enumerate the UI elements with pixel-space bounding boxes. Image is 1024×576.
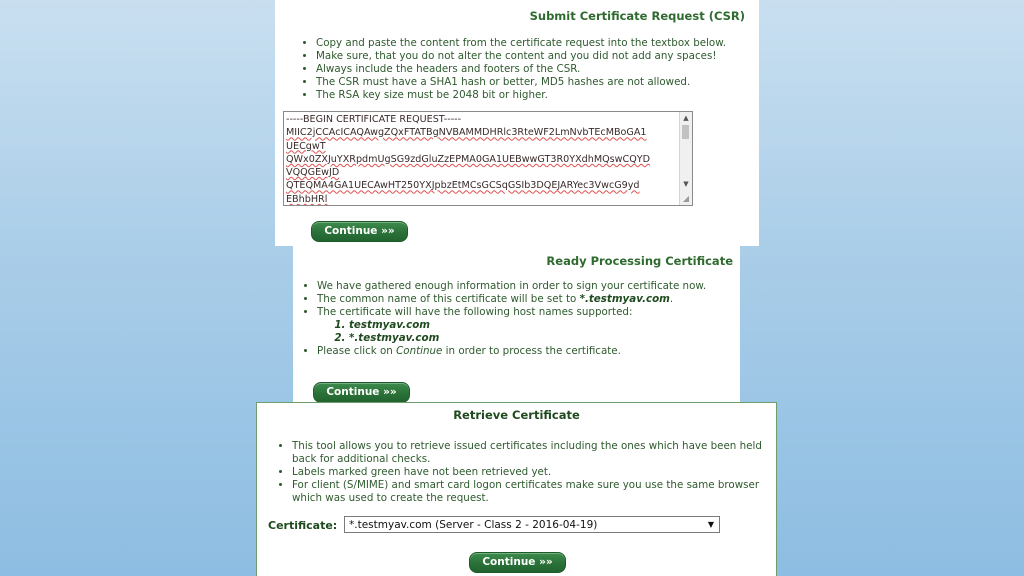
host-names-list [317, 319, 749, 345]
list-item: • Always include the headers and footers of the CSR. [316, 63, 771, 76]
certificate-selected-value: *.testmyav.com (Server - Class 2 - 2016-04-19) [349, 519, 598, 531]
retrieve-certificate-info [277, 440, 782, 505]
list-item: • We have gathered enough information in order to sign your certificate now. [317, 280, 749, 293]
retrieve-continue-button[interactable]: Continue »» [469, 552, 566, 573]
list-item: • For client (S/MIME) and smart card logon certificates make sure you use the same browser which was used to create the request. [292, 479, 782, 505]
certificate-label: Certificate: [268, 519, 338, 532]
continue-emphasis: Continue [396, 345, 443, 357]
host-name: 1. testmyav.com [349, 319, 749, 332]
submit-continue-button[interactable]: Continue »» [311, 221, 408, 242]
ready-processing-title: Ready Processing Certificate [546, 254, 733, 268]
scrollbar-thumb[interactable] [682, 125, 689, 139]
list-item [317, 345, 749, 358]
text: in order to process the certificate. [445, 345, 621, 357]
csr-scrollbar[interactable] [679, 112, 692, 205]
text: Please click on [317, 345, 393, 357]
certificate-select[interactable] [344, 516, 720, 533]
csr-textarea[interactable] [283, 111, 693, 206]
csr-line: QTEQMA4GA1UECAwHT250YXJpbzEtMCsGCSqGSIb3DQEJARYec3VwcG9yd [286, 180, 640, 192]
ready-processing-info [302, 280, 749, 358]
csr-line: EBhbHRl [286, 193, 328, 205]
scroll-down-arrow-icon[interactable]: ▼ [683, 180, 689, 188]
csr-text[interactable] [286, 113, 679, 206]
list-item: • The RSA key size must be 2048 bit or higher. [316, 89, 771, 102]
csr-line: MIIC2jCCAcICAQAwgZQxFTATBgNVBAMMDHRlc3RteWF2LmNvbTEcMBoGA1 [286, 127, 647, 139]
retrieve-certificate-title: Retrieve Certificate [453, 408, 580, 422]
text: The certificate will have the following host names supported: [317, 306, 633, 318]
list-item: • This tool allows you to retrieve issued certificates including the ones which have been held back for additional checks. [292, 440, 782, 466]
csr-line: VQQGEwJD [286, 167, 340, 179]
submit-csr-instructions [301, 37, 771, 102]
ready-continue-button[interactable]: Continue »» [313, 382, 410, 403]
csr-line: UECgwT [286, 140, 326, 152]
csr-line: QWx0ZXJuYXRpdmUgSG9zdGluZzEPMA0GA1UEBwwGT3R0YXdhMQswCQYD [286, 153, 651, 165]
retrieve-certificate-panel [256, 402, 777, 576]
host-name: 2. *.testmyav.com [349, 332, 749, 345]
list-item: • Copy and paste the content from the certificate request into the textbox below. [316, 37, 771, 50]
resize-grip-icon[interactable]: ◢ [682, 194, 690, 203]
list-item: • Make sure, that you do not alter the content and you did not add any spaces! [316, 50, 771, 63]
list-item [317, 293, 749, 306]
text: . [669, 293, 674, 305]
submit-csr-title: Submit Certificate Request (CSR) [529, 9, 745, 23]
ready-processing-panel [293, 246, 740, 402]
common-name: *.testmyav.com [579, 293, 670, 305]
dropdown-arrow-icon[interactable]: ▼ [707, 520, 714, 529]
list-item: • Labels marked green have not been retrieved yet. [292, 466, 782, 479]
list-item: • The CSR must have a SHA1 hash or better, MD5 hashes are not allowed. [316, 76, 771, 89]
text: The common name of this certificate will be set to [317, 293, 577, 305]
scroll-up-arrow-icon[interactable]: ▲ [683, 114, 689, 122]
csr-line: -----BEGIN CERTIFICATE REQUEST----- [286, 114, 462, 125]
list-item [317, 306, 749, 345]
